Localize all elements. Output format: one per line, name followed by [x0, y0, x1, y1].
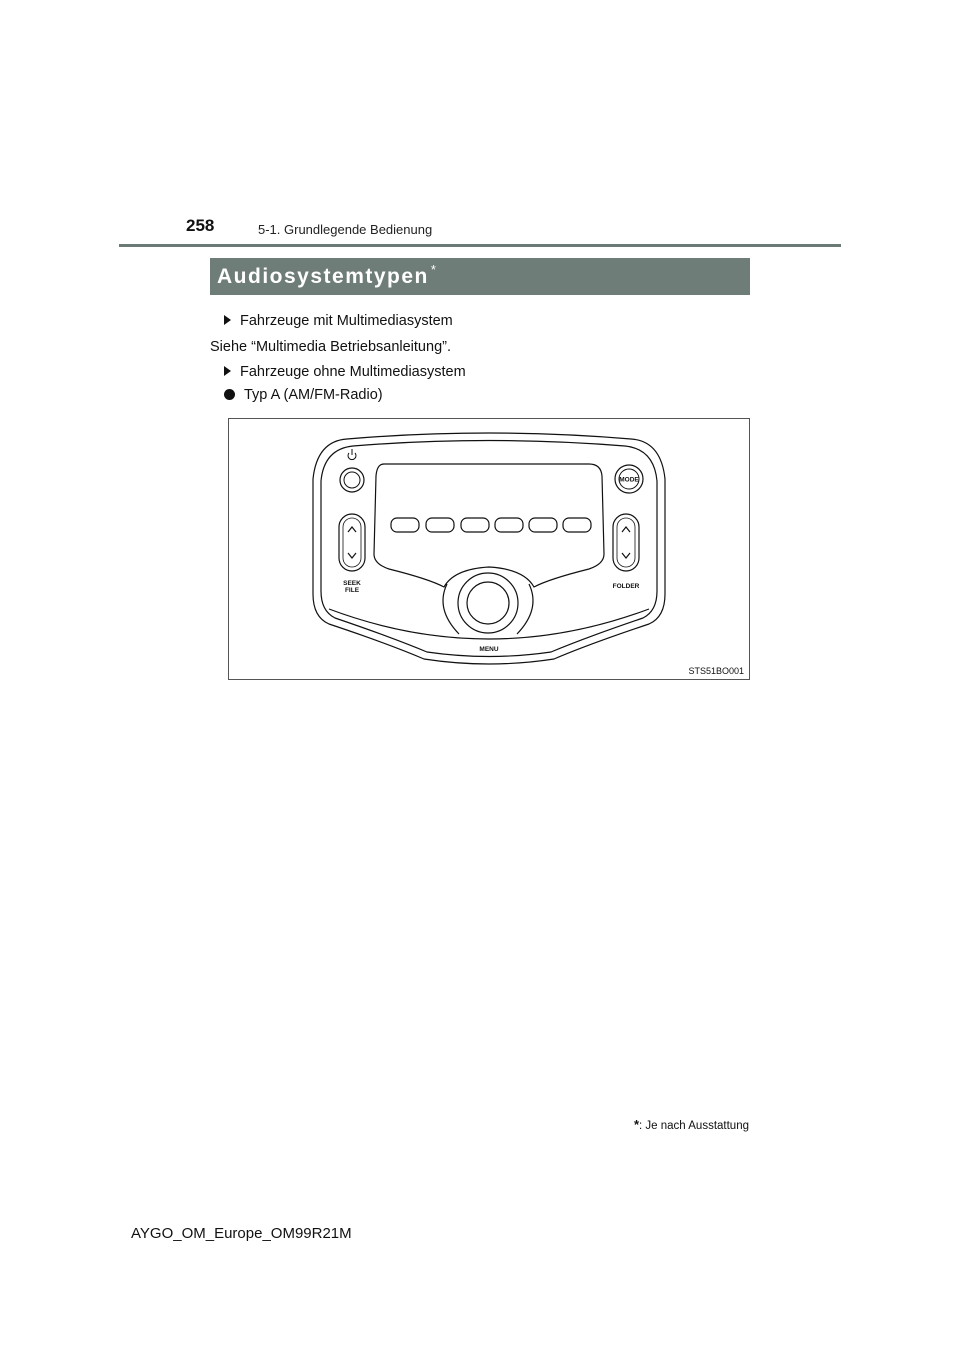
- audio-panel-figure: [228, 418, 750, 680]
- folder-label: FOLDER: [612, 583, 640, 590]
- circle-bullet-icon: [224, 389, 235, 400]
- preset-button-1[interactable]: [391, 518, 419, 532]
- chevron-down-icon: [622, 553, 630, 558]
- chevron-up-icon: [348, 527, 356, 532]
- chevron-up-icon: [622, 527, 630, 532]
- title-asterisk: *: [430, 262, 436, 277]
- audio-panel-illustration: [229, 419, 749, 679]
- preset-button-4[interactable]: [495, 518, 523, 532]
- footnote: [634, 1117, 749, 1132]
- list-item: Fahrzeuge ohne Multimediasystem: [224, 364, 466, 380]
- triangle-bullet-icon: [224, 366, 231, 376]
- file-label: FILE: [344, 587, 360, 594]
- page-number: 258: [186, 216, 215, 235]
- list-item: Fahrzeuge mit Multimediasystem: [224, 313, 453, 329]
- power-icon: [348, 449, 356, 460]
- triangle-bullet-icon: [224, 315, 231, 325]
- chevron-down-icon: [348, 553, 356, 558]
- mode-label: MODE: [619, 476, 639, 484]
- menu-knob[interactable]: [467, 582, 509, 624]
- knob-arc-left: [443, 584, 459, 634]
- preset-button-2[interactable]: [426, 518, 454, 532]
- header-divider: [119, 244, 841, 247]
- figure-code: STS51BO001: [688, 666, 744, 676]
- footnote-text: : Je nach Ausstattung: [639, 1120, 749, 1132]
- preset-button-5[interactable]: [529, 518, 557, 532]
- power-button-inner: [344, 472, 360, 488]
- panel-outer-outline: [313, 433, 665, 664]
- menu-label: MENU: [479, 646, 499, 653]
- list-item: Typ A (AM/FM-Radio): [224, 387, 383, 403]
- footnote-asterisk: *: [633, 1117, 640, 1132]
- preset-button-6[interactable]: [563, 518, 591, 532]
- chapter-title: 5-1. Grundlegende Bedienung: [258, 222, 433, 237]
- knob-arc-right: [517, 584, 533, 634]
- preset-button-3[interactable]: [461, 518, 489, 532]
- seek-label: SEEK: [343, 580, 361, 587]
- section-title-bar: [210, 258, 750, 295]
- paragraph: Siehe “Multimedia Betriebsanleitung”.: [210, 339, 451, 355]
- document-id: AYGO_OM_Europe_OM99R21M: [131, 1225, 352, 1242]
- section-title: Audiosystemtypen: [217, 264, 429, 288]
